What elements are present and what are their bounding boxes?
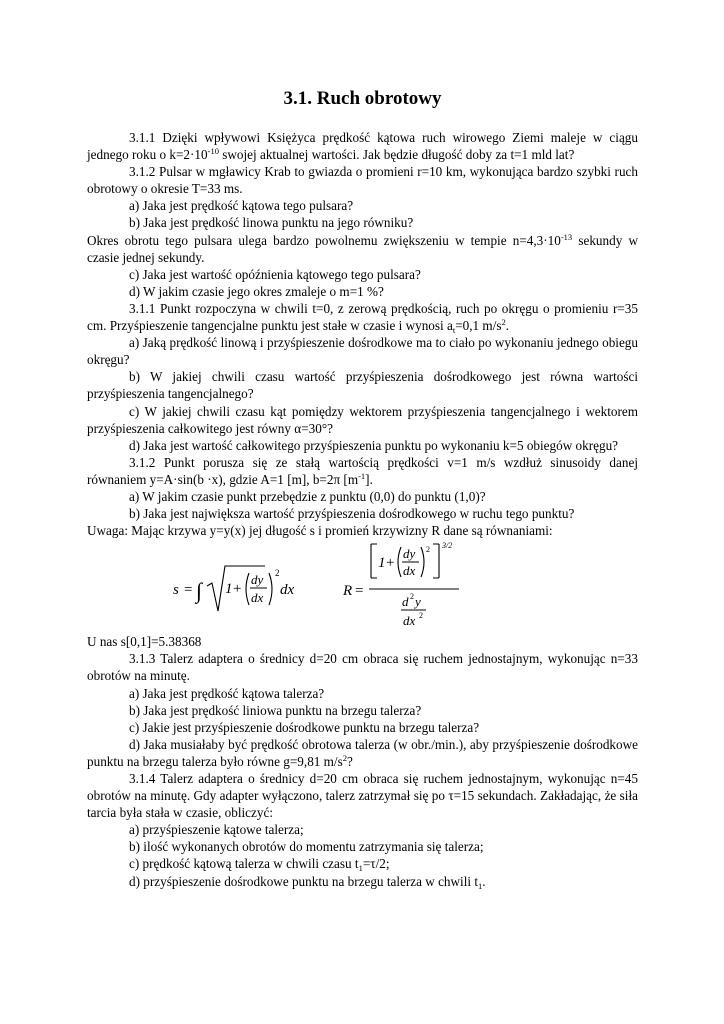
- curvature-formula: [342, 541, 459, 628]
- problem-3-1-4-text: 3.1.4 Talerz adaptera o średnicy d=20 cm obraca się ruchem jednostajnym, wykonując n=45 obrotów na minutę. Gdy adapter wyłączono, talerz zatrzymał się po τ=15 sekundach. Zakładając, że siła tarcia była stała w czasie, obliczyć:: [87, 771, 638, 821]
- left-paren: [398, 547, 401, 577]
- equals-sign: =: [184, 582, 193, 599]
- problem-3-1-1b-text: 3.1.1 Punkt rozpoczyna w chwili t=0, z zerową prędkością, ruch po okręgu o promieniu r=35 cm. Przyśpieszenie tangencjalne punktu jest stałe w czasie i wynosi $a_t=0,1$ $m/s^2$.: [87, 300, 638, 336]
- question-d: d) W jakim czasie jego okres zmaleje o m=1 %?: [129, 283, 384, 299]
- problem-3-1-2-text: 3.1.2 Pulsar w mgławicy Krab to gwiazda o promieni r=10 km, wykonująca bardzo szybki ruch obrotowy o okresie T=33 ms.: [87, 164, 638, 197]
- left-paren: [246, 573, 249, 605]
- question-a: a) Jaką prędkość linową i przyśpieszenie dośrodkowe ma to ciało po wykonaniu jednego obiegu okręgu?: [87, 335, 638, 368]
- question-b: b) ilość wykonanych obrotów do momentu zatrzymania się talerza;: [129, 839, 484, 855]
- question-c: c) Jakie jest przyśpieszenie dośrodkowe punktu na brzegu talerza?: [129, 719, 480, 735]
- right-paren: [269, 573, 272, 605]
- right-paren: [421, 547, 424, 577]
- result-text: U nas s[0,1]=5.38368: [87, 634, 202, 650]
- question-b: b) Jaka jest prędkość linowa punktu na jego równiku?: [129, 215, 414, 231]
- document-page: [87, 88, 638, 890]
- problem-3-1-3-text: 3.1.3 Talerz adaptera o średnicy d=20 cm obraca się ruchem jednostajnym, wykonując n=33 obrotów na minutę.: [87, 651, 638, 684]
- question-b: b) Jaka jest prędkość liniowa punktu na brzegu talerza?: [129, 702, 422, 718]
- question-c: c) Jaka jest wartość opóźnienia kątowego tego pulsara?: [129, 266, 421, 282]
- formulas: [87, 541, 638, 631]
- question-a: a) Jaka jest prędkość kątowa tego pulsara?: [129, 198, 354, 214]
- r-symbol: R: [343, 583, 353, 600]
- formula-svg: [87, 541, 638, 631]
- question-a: a) przyśpieszenie kątowe talerza;: [129, 822, 304, 838]
- page-title: 3.1. Ruch obrotowy: [283, 88, 442, 109]
- d2y-exponent: 2: [410, 592, 414, 602]
- square-exponent: 2: [275, 568, 280, 579]
- dy-numerator: dy: [251, 572, 264, 588]
- d2y-y: y: [415, 594, 421, 610]
- problem-3-1-2b-text: 3.1.2 Punkt porusza się ze stałą wartością prędkości v=1 m/s wzdłuż sinusoidy danej równaniem y=A·sin(b ·x), gdzie A=1 [m], b=2π $[m^{-1}]$.: [87, 454, 638, 487]
- left-bracket: [371, 544, 377, 578]
- plus: +: [386, 555, 395, 572]
- dx2-dx: dx: [403, 613, 416, 629]
- question-d: d) przyśpieszenie dośrodkowe punktu na brzegu talerza w chwili $t_1$.: [129, 873, 486, 891]
- d2y-d: d: [402, 594, 409, 610]
- question-b: b) W jakiej chwili czasu wartość przyśpieszenia dośrodkowego jest równa wartości przyśpieszenia tangencjalnego?: [87, 369, 638, 402]
- s-symbol: s: [173, 582, 179, 599]
- dx-denominator: dx: [403, 563, 416, 579]
- question-d: d) Jaka jest wartość całkowitego przyśpieszenia punktu po wykonaniu k=5 obiegów okręgu?: [129, 437, 619, 453]
- question-b: b) Jaka jest największa wartość przyśpieszenia dośrodkowego w ruchu tego punktu?: [129, 506, 575, 522]
- question-c: c) prędkość kątową talerza w chwili czasu $t_1=\tau/2$;: [129, 856, 390, 874]
- question-a: a) W jakim czasie punkt przebędzie z punktu (0,0) do punktu (1,0)?: [129, 488, 486, 504]
- equals-sign: =: [355, 583, 364, 600]
- arc-length-formula: [173, 566, 295, 611]
- problem-text: Okres obrotu tego pulsara ulega bardzo powolnemu zwiększeniu w tempie $n=4,3\cdot 10^{-13}$ sekundy w czasie jednej sekundy.: [87, 231, 638, 265]
- integral-sign: ∫: [196, 578, 203, 604]
- power-exponent: 3/2: [442, 541, 453, 551]
- right-bracket: [433, 544, 439, 578]
- question-a: a) Jaka jest prędkość kątowa talerza?: [129, 685, 325, 701]
- dy-numerator: dy: [403, 546, 416, 562]
- one: 1: [378, 555, 386, 572]
- dx-differential: dx: [280, 582, 295, 599]
- question-c: c) W jakiej chwili czasu kąt pomiędzy wektorem przyśpieszenia tangencjalnego i wektorem przyśpieszenia całkowitego jest równy α=30°?: [87, 403, 638, 436]
- plus: +: [233, 581, 242, 598]
- problem-3-1-1-text: 3.1.1 Dzięki wpływowi Księżyca prędkość kątowa ruch wirowego Ziemi maleje w ciągu jednego roku o $k=2\cdot 10^{-10}$ swojej aktualnej wartości. Jak będzie długość doby za t=1 mld lat?: [87, 130, 638, 163]
- dx-denominator: dx: [251, 590, 264, 606]
- note-text: Uwaga: Mając krzywa y=y(x) jej długość s i promień krzywizny R dane są równaniami:: [87, 523, 553, 539]
- dx2-exponent: 2: [419, 611, 423, 621]
- square-exponent: 2: [426, 545, 430, 555]
- question-d: d) Jaka musiałaby być prędkość obrotowa talerza (w obr./min.), aby przyśpieszenie dośrodkowe punktu na brzegu talerza było równe g=9,81 $m/s^2$?: [87, 736, 638, 769]
- one: 1: [225, 581, 233, 598]
